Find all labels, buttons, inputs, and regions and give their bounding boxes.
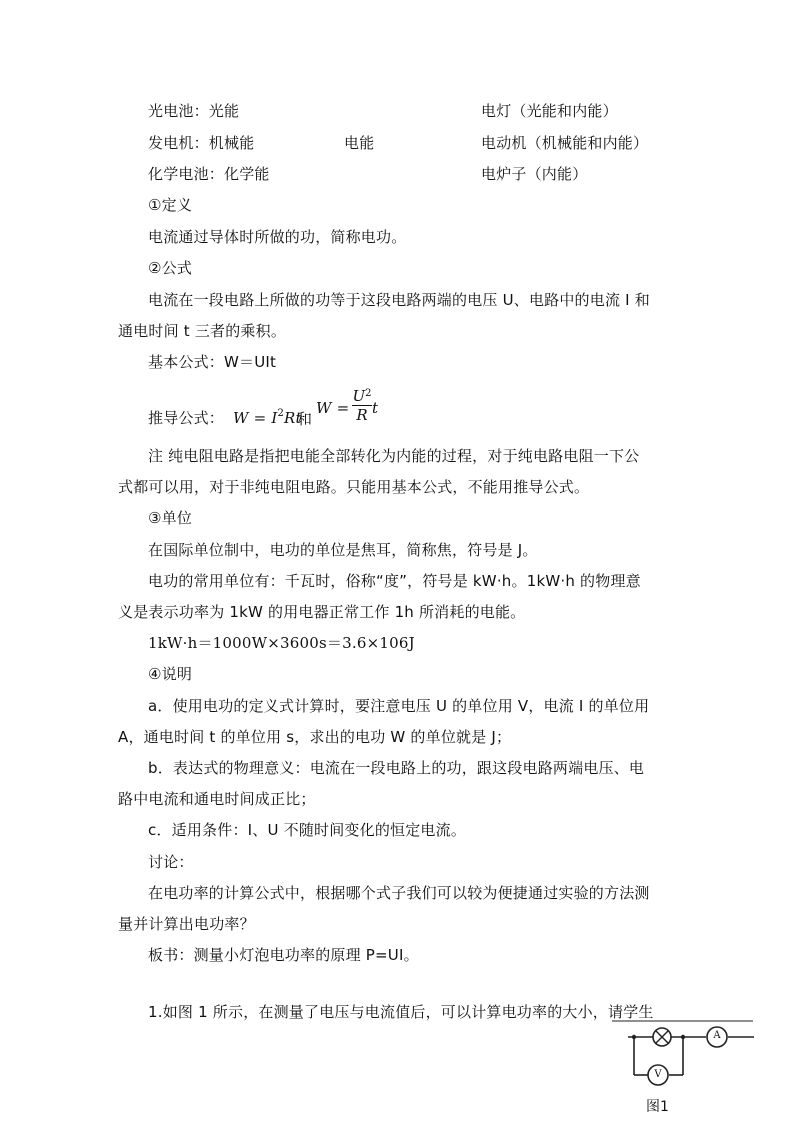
energy-row2-left: 发电机：机械能 <box>148 134 255 152</box>
derived-f2-den: R <box>356 406 368 424</box>
ammeter-label: A <box>713 1030 721 1041</box>
derived-formula-label: 推导公式： <box>148 409 225 427</box>
note-a-line2: A，通电时间 t 的单位用 s，求出的电功 W 的单位就是 J； <box>118 728 512 746</box>
formula-body-line1: 电流在一段电路上所做的功等于这段电路两端的电压 U、电路中的电流 I 和 <box>148 291 650 309</box>
note-b-line2: 路中电流和通电时间成正比； <box>118 790 316 808</box>
unit-heading: ③单位 <box>148 509 193 527</box>
derived-f2-num: U <box>352 387 366 405</box>
derived-f2-lhs: W = <box>316 399 350 417</box>
unit-line4: 1kW·h＝1000W×3600s＝3.6×106J <box>148 634 415 652</box>
derived-f1-rhs: Rt <box>284 409 302 427</box>
derived-f1-exp: 2 <box>277 408 285 419</box>
note-a-line1: a．使用电功的定义式计算时，要注意电压 U 的单位用 V，电流 I 的单位用 <box>148 697 650 715</box>
discussion-line1: 在电功率的计算公式中，根据哪个式子我们可以较为便捷通过实验的方法测 <box>148 884 650 902</box>
energy-row2-right: 电动机（机械能和内能） <box>481 134 649 152</box>
definition-body: 电流通过导体时所做的功，简称电功。 <box>148 228 407 246</box>
item-1: 1.如图 1 所示，在测量了电压与电流值后，可以计算电功率的大小，请学生 <box>148 1003 654 1021</box>
circuit-diagram <box>610 1014 760 1124</box>
circuit-figure <box>610 1014 760 1124</box>
energy-row1-left: 光电池：光能 <box>148 102 240 120</box>
note-line2: 式都可以用，对于非纯电阻电路。只能用基本公式，不能用推导公式。 <box>118 478 590 496</box>
energy-row3-right: 电炉子（内能） <box>481 165 588 183</box>
derived-f2-num-exp: 2 <box>365 388 372 399</box>
note-b-line1: b．表达式的物理意义：电流在一段电路上的功，跟这段电路两端电压、电 <box>148 759 645 777</box>
derived-f2-t: t <box>372 399 379 417</box>
discussion-heading: 讨论： <box>148 853 194 871</box>
energy-row1-right: 电灯（光能和内能） <box>481 102 618 120</box>
notes-heading: ④说明 <box>148 665 193 683</box>
energy-row2-middle: 电能 <box>344 134 375 152</box>
note-c-line1: c．适用条件：I、U 不随时间变化的恒定电流。 <box>148 821 467 839</box>
derived-formula-and: 和 <box>297 410 313 428</box>
discussion-line2: 量并计算出电功率？ <box>118 915 255 933</box>
note-line1: 注 纯电阻电路是指把电能全部转化为内能的过程，对于纯电路电阻一下公 <box>148 447 640 465</box>
formula-body-line2: 通电时间 t 三者的乘积。 <box>118 322 287 340</box>
definition-heading: ①定义 <box>148 196 193 214</box>
voltmeter-label: V <box>654 1069 662 1080</box>
derived-f2-t-wrap <box>372 398 378 418</box>
derived-f2-fraction <box>352 386 372 423</box>
unit-line3: 义是表示功率为 1kW 的用电器正常工作 1h 所消耗的电能。 <box>118 603 526 621</box>
basic-formula: 基本公式：W＝UIt <box>148 353 277 371</box>
unit-line1: 在国际单位制中，电功的单位是焦耳，简称焦，符号是 J。 <box>148 541 538 559</box>
derived-formula-1 <box>233 404 302 428</box>
formula-heading: ②公式 <box>148 259 193 277</box>
board-note: 板书：测量小灯泡电功率的原理 P=UI。 <box>148 946 419 964</box>
derived-f1-lhs: W = I <box>233 409 278 427</box>
unit-line2: 电功的常用单位有：千瓦时，俗称“度”，符号是 kW·h。1kW·h 的物理意 <box>148 572 641 590</box>
energy-row3-left: 化学电池：化学能 <box>148 165 270 183</box>
derived-f2-lhs-wrap <box>316 398 349 418</box>
figure-caption: 图1 <box>646 1099 669 1115</box>
